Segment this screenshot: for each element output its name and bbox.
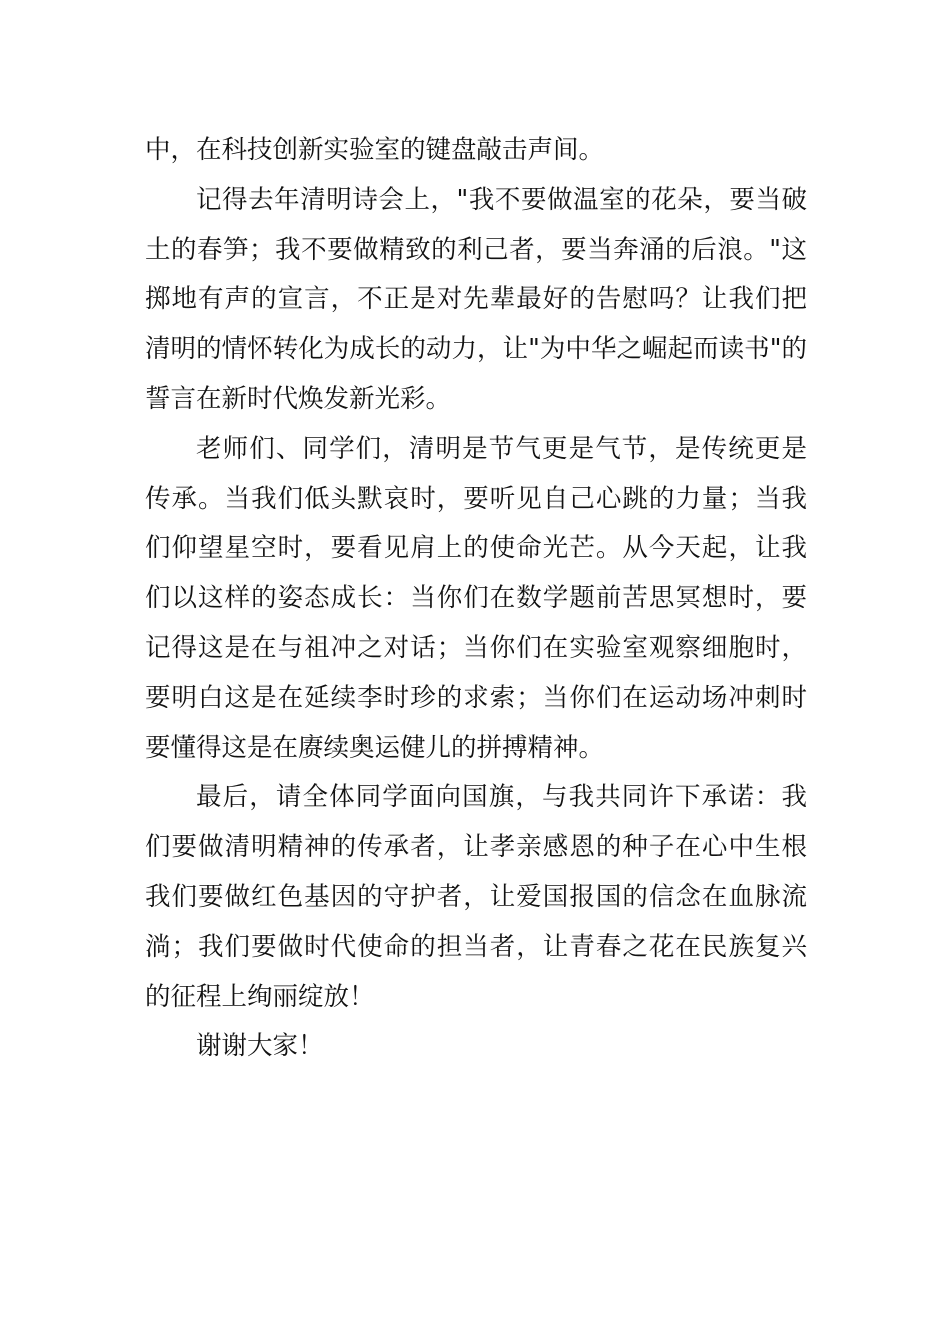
paragraph-pledge: 最后，请全体同学面向国旗，与我共同许下承诺：我们要做清明精神的传承者，让孝亲感恩的种子在心中生根我们要做红色基因的守护者，让爱国报国的信念在血脉流淌；我们要做时代使命的担当者，让青春之花在民族复兴的征程上绚丽绽放！ <box>145 782 807 1012</box>
paragraph-continuation: 中，在科技创新实验室的键盘敲击声间。 <box>145 135 605 165</box>
paragraph-thanks: 谢谢大家！ <box>196 1031 324 1062</box>
paragraph-poem-meeting: 记得去年清明诗会上，"我不要做温室的花朵，要当破土的春笋；我不要做精致的利己者，要当奔涌的后浪。"这掷地有声的宣言，不正是对先辈最好的告慰吗？让我们把清明的情怀转化为成长的动力，让"为中华之崛起而读书"的誓言在新时代焕发新光彩。 <box>145 184 807 414</box>
document-body <box>145 126 807 1072</box>
paragraph-teachers-students: 老师们、同学们，清明是节气更是气节，是传统更是传承。当我们低头默哀时，要听见自己心跳的力量；当我们仰望星空时，要看见肩上的使命光芒。从今天起，让我们以这样的姿态成长：当你们在数学题前苦思冥想时，要记得这是在与祖冲之对话；当你们在实验室观察细胞时，要明白这是在延续李时珍的求索；当你们在运动场冲刺时要懂得这是在赓续奥运健儿的拼搏精神。 <box>145 433 807 763</box>
